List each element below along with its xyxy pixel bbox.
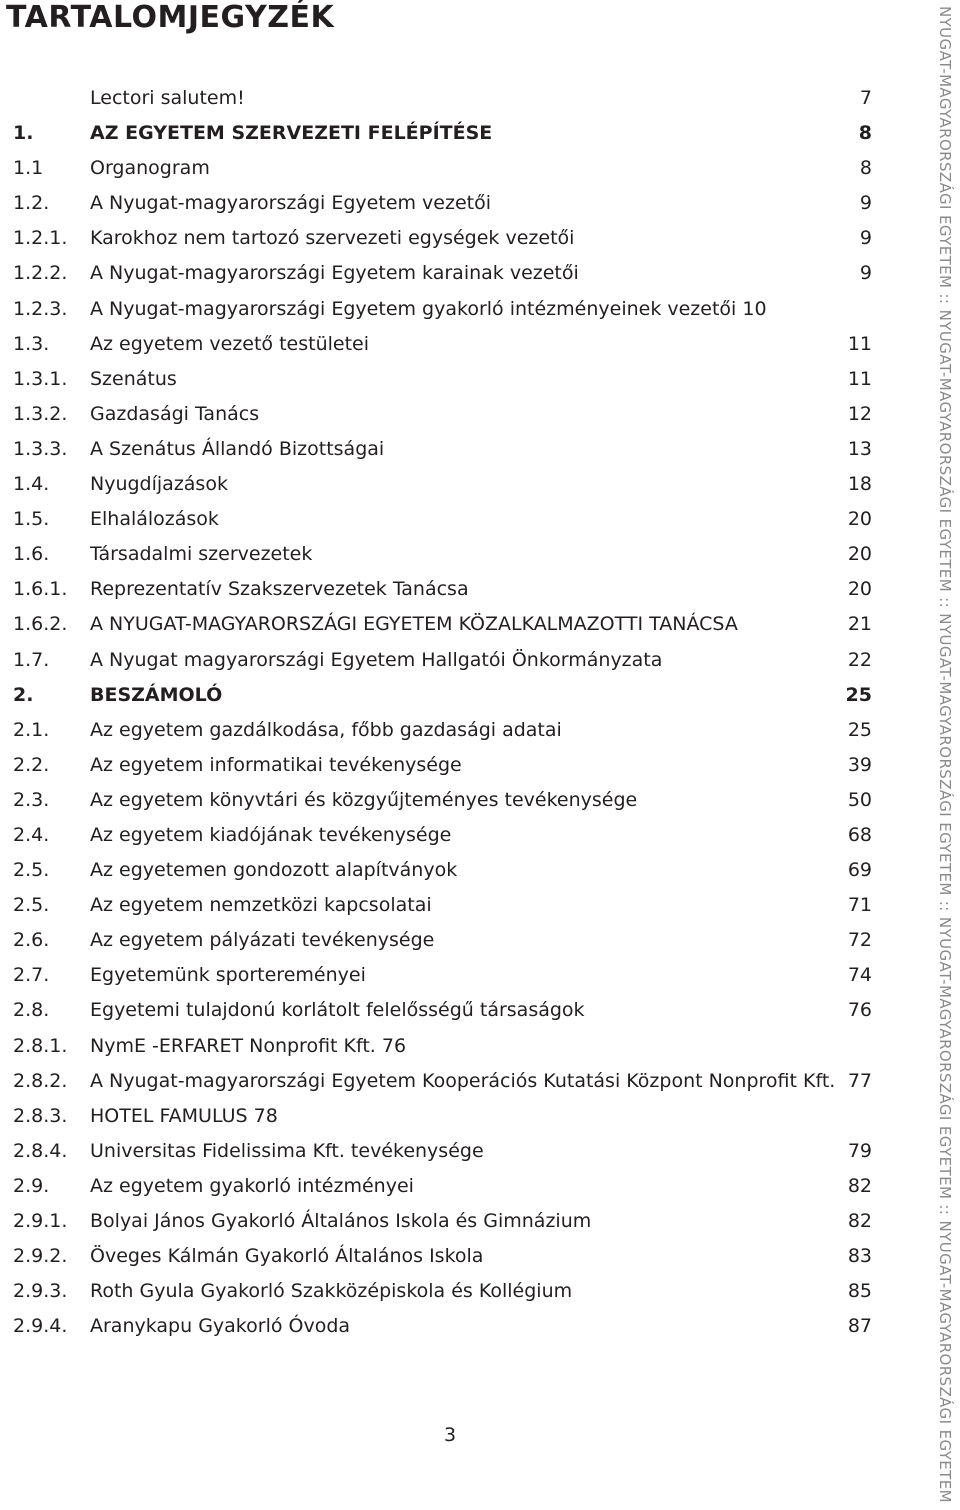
toc-entry-label: Reprezentatív Szakszervezetek Tanácsa xyxy=(90,578,469,601)
toc-entry-label: A Nyugat magyarországi Egyetem Hallgatói Önkormányzata xyxy=(90,648,663,671)
toc-entry[interactable] xyxy=(0,116,900,151)
toc-entry-page: 39 xyxy=(847,753,872,776)
toc-entry[interactable] xyxy=(0,81,900,116)
toc-entry-page: 69 xyxy=(847,859,872,882)
toc-entry-page: 68 xyxy=(847,823,872,846)
toc-entry-page: 74 xyxy=(847,964,872,987)
toc-entry-page: 71 xyxy=(847,894,872,917)
toc-entry[interactable] xyxy=(0,327,900,362)
toc-entry-page: 20 xyxy=(847,508,872,531)
toc-entry[interactable] xyxy=(0,432,900,467)
toc-entry-page: 18 xyxy=(847,473,872,496)
toc-entry-label: Egyetemi tulajdonú korlátolt felelősségű társaságok xyxy=(90,999,585,1022)
toc-entry[interactable] xyxy=(0,748,900,783)
toc-entry-label: A Nyugat-magyarországi Egyetem gyakorló intézményeinek vezetői 10 xyxy=(90,297,767,320)
toc-entry[interactable] xyxy=(0,1169,900,1204)
toc-entry-page: 82 xyxy=(847,1210,872,1232)
toc-entry-label: Öveges Kálmán Gyakorló Általános Iskola xyxy=(90,1245,484,1268)
toc-entry-label: Karokhoz nem tartozó szervezeti egységek vezetői xyxy=(90,227,575,250)
toc-entry[interactable] xyxy=(0,958,900,993)
toc-entry-page: 8 xyxy=(858,122,872,145)
toc-entry-label: A NYUGAT-MAGYARORSZÁGI EGYETEM KÖZALKALMAZOTTI TANÁCSA xyxy=(90,613,738,636)
toc-entry-page: 20 xyxy=(847,543,872,566)
toc-entry-label: Társadalmi szervezetek xyxy=(90,543,313,566)
side-band-text: NYUGAT-MAGYARORSZÁGI EGYETEM :: NYUGAT-MAGYARORSZÁGI EGYETEM :: NYUGAT-MAGYARORSZÁGI EGYETEM :: NYUGAT-MAGYARORSZÁGI EGYETEM :: NYUGAT-MAGYARORSZÁGI EGYETEM xyxy=(936,6,954,1503)
toc-entry-page: 85 xyxy=(847,1280,872,1303)
toc-entry[interactable] xyxy=(0,537,900,572)
toc-entry-number: 2.8.3. xyxy=(13,1104,68,1127)
toc-entry-label: A Nyugat-magyarországi Egyetem Kooperációs Kutatási Központ Nonprofit Kft. xyxy=(90,1069,836,1092)
toc-entry[interactable] xyxy=(0,256,900,291)
toc-entry-page: 22 xyxy=(847,648,872,671)
toc-entry-label: Nyugdíjazások xyxy=(90,473,228,496)
toc-entry-number: 1.3. xyxy=(13,332,50,355)
toc-entry-label: Az egyetem vezető testületei xyxy=(90,332,370,355)
toc-entry-page: 9 xyxy=(859,192,872,215)
toc-entry-number: 2.3. xyxy=(13,788,50,811)
toc-entry-number: 1.2. xyxy=(13,192,50,215)
toc-entry-page: 9 xyxy=(859,227,872,250)
toc-entry-label: Aranykapu Gyakorló Óvoda xyxy=(90,1315,351,1338)
toc-entry-number: 1.6. xyxy=(13,543,50,566)
toc-entry-number: 2.9.2. xyxy=(13,1245,68,1268)
toc-entry-label: A Nyugat-magyarországi Egyetem karainak vezetői xyxy=(90,262,579,285)
toc-entry-label: BESZÁMOLÓ xyxy=(90,683,223,706)
toc-entry-label: Roth Gyula Gyakorló Szakközépiskola és Kollégium xyxy=(90,1280,573,1303)
toc-entry-page: 7 xyxy=(859,87,872,109)
toc-entry-label: A Szenátus Állandó Bizottságai xyxy=(90,437,385,460)
toc-entry-label: Szenátus xyxy=(90,367,177,390)
toc-entry-number: 2.9.3. xyxy=(13,1280,68,1303)
toc-entry-number: 2.8.1. xyxy=(13,1034,68,1057)
toc-entry-number: 2.8.2. xyxy=(13,1069,68,1092)
toc-entry-label: HOTEL FAMULUS 78 xyxy=(90,1104,278,1127)
toc-entry-number: 1.6.1. xyxy=(13,578,68,601)
toc-entry-number: 2.5. xyxy=(13,859,50,882)
toc-entry-label: Az egyetem könyvtári és közgyűjteményes tevékenysége xyxy=(90,788,638,811)
toc-entry[interactable] xyxy=(0,397,900,432)
page-title: TARTALOMJEGYZÉK xyxy=(6,0,335,35)
toc-entry-number: 1.4. xyxy=(13,473,50,496)
toc-entry[interactable] xyxy=(0,1134,900,1169)
toc-entry-number: 2.4. xyxy=(13,823,50,846)
toc-entry[interactable] xyxy=(0,1099,900,1134)
toc-entry-page: 11 xyxy=(847,332,872,355)
toc-entry-number: 1.5. xyxy=(13,508,50,531)
toc-entry-label: Az egyetem informatikai tevékenysége xyxy=(90,753,462,776)
toc-entry-page: 11 xyxy=(847,367,872,390)
toc-entry-number: 2. xyxy=(13,683,34,706)
toc-entry-label: Az egyetem kiadójának tevékenysége xyxy=(90,823,452,846)
toc-entry[interactable] xyxy=(0,783,900,818)
toc-entry-number: 1.3.1. xyxy=(13,367,68,390)
toc-entry-label: Az egyetem nemzetközi kapcsolatai xyxy=(90,894,432,917)
toc-entry[interactable] xyxy=(0,186,900,221)
toc-entry[interactable] xyxy=(0,221,900,256)
toc-entry[interactable] xyxy=(0,292,900,327)
toc-entry-page: 20 xyxy=(847,578,872,601)
toc-entry-label: Az egyetem pályázati tevékenysége xyxy=(90,929,435,952)
toc-entry-number: 1.1 xyxy=(13,157,44,180)
toc-entry[interactable] xyxy=(0,1204,900,1239)
toc-entry[interactable] xyxy=(0,1029,900,1064)
toc-entry-page: 25 xyxy=(847,718,872,741)
toc-entry-label: Az egyetem gyakorló intézményei xyxy=(90,1174,414,1197)
toc-entry[interactable] xyxy=(0,678,900,713)
toc-entry-page: 12 xyxy=(847,402,872,425)
toc-entry-label: NymE -ERFARET Nonprofit Kft. 76 xyxy=(90,1034,407,1057)
toc-entry-number: 2.1. xyxy=(13,718,50,741)
toc-entry[interactable] xyxy=(0,1239,900,1274)
toc-entry-number: 1.2.2. xyxy=(13,262,68,285)
toc-entry[interactable] xyxy=(0,818,900,853)
toc-entry[interactable] xyxy=(0,713,900,748)
toc-entry[interactable] xyxy=(0,362,900,397)
toc-entry-label: Egyetemünk sportereményei xyxy=(90,964,366,987)
toc-entry[interactable] xyxy=(0,853,900,888)
toc-entry[interactable] xyxy=(0,467,900,502)
toc-entry-page: 13 xyxy=(847,437,872,460)
side-band xyxy=(930,0,960,1510)
toc-entry-page: 77 xyxy=(847,1069,872,1092)
toc-entry-number: 2.6. xyxy=(13,929,50,952)
toc-entry-label: A Nyugat-magyarországi Egyetem vezetői xyxy=(90,192,492,215)
toc-entry-label: Az egyetemen gondozott alapítványok xyxy=(90,859,458,882)
toc-entry-page: 21 xyxy=(847,613,872,636)
toc-entry-label: Az egyetem gazdálkodása, főbb gazdasági adatai xyxy=(90,718,562,741)
toc-entry-page: 8 xyxy=(859,157,872,180)
toc-entry-page: 83 xyxy=(847,1245,872,1268)
toc-entry-number: 2.5. xyxy=(13,894,50,917)
toc-entry-page: 50 xyxy=(847,788,872,811)
toc-entry[interactable] xyxy=(0,888,900,923)
toc-entry-page: 87 xyxy=(847,1315,872,1338)
toc-entry-number: 1.7. xyxy=(13,648,50,671)
toc-entry[interactable] xyxy=(0,572,900,607)
toc-entry-number: 1.6.2. xyxy=(13,613,68,636)
toc-entry-label: Elhalálozások xyxy=(90,508,219,531)
toc-entry-page: 25 xyxy=(845,683,872,706)
toc-entry-page: 82 xyxy=(847,1174,872,1197)
toc-entry[interactable] xyxy=(0,502,900,537)
table-of-contents xyxy=(0,81,900,1344)
toc-entry-page: 76 xyxy=(847,999,872,1022)
toc-entry-number: 2.7. xyxy=(13,964,50,987)
toc-entry-label: AZ EGYETEM SZERVEZETI FELÉPÍTÉSE xyxy=(90,122,493,145)
toc-entry-number: 2.9. xyxy=(13,1174,50,1197)
toc-entry-number: 1.2.3. xyxy=(13,297,68,320)
toc-entry[interactable] xyxy=(0,607,900,642)
toc-entry-number: 2.9.1. xyxy=(13,1210,68,1232)
toc-entry[interactable] xyxy=(0,1274,900,1309)
toc-entry-number: 1.3.2. xyxy=(13,402,68,425)
toc-entry[interactable] xyxy=(0,923,900,958)
toc-entry[interactable] xyxy=(0,1064,900,1099)
toc-entry[interactable] xyxy=(0,643,900,678)
toc-entry-number: 1. xyxy=(13,122,34,145)
toc-entry-number: 1.3.3. xyxy=(13,437,68,460)
toc-entry-label: Bolyai János Gyakorló Általános Iskola és Gimnázium xyxy=(90,1210,592,1232)
toc-entry-number: 1.2.1. xyxy=(13,227,68,250)
toc-entry[interactable] xyxy=(0,993,900,1028)
toc-entry[interactable] xyxy=(0,151,900,186)
toc-entry-number: 2.2. xyxy=(13,753,50,776)
toc-entry-label: Universitas Fidelissima Kft. tevékenysége xyxy=(90,1139,484,1162)
toc-entry-number: 2.9.4. xyxy=(13,1315,68,1338)
toc-entry-label: Gazdasági Tanács xyxy=(90,402,260,425)
toc-entry-page: 79 xyxy=(847,1139,872,1162)
toc-entry-number: 2.8.4. xyxy=(13,1139,68,1162)
toc-entry-label: Organogram xyxy=(90,157,210,180)
toc-entry-label: Lectori salutem! xyxy=(90,87,245,109)
page-number: 3 xyxy=(443,1424,457,1446)
toc-entry-page: 72 xyxy=(847,929,872,952)
toc-entry-page: 9 xyxy=(859,262,872,285)
toc-entry-number: 2.8. xyxy=(13,999,50,1022)
toc-entry[interactable] xyxy=(0,1309,900,1344)
